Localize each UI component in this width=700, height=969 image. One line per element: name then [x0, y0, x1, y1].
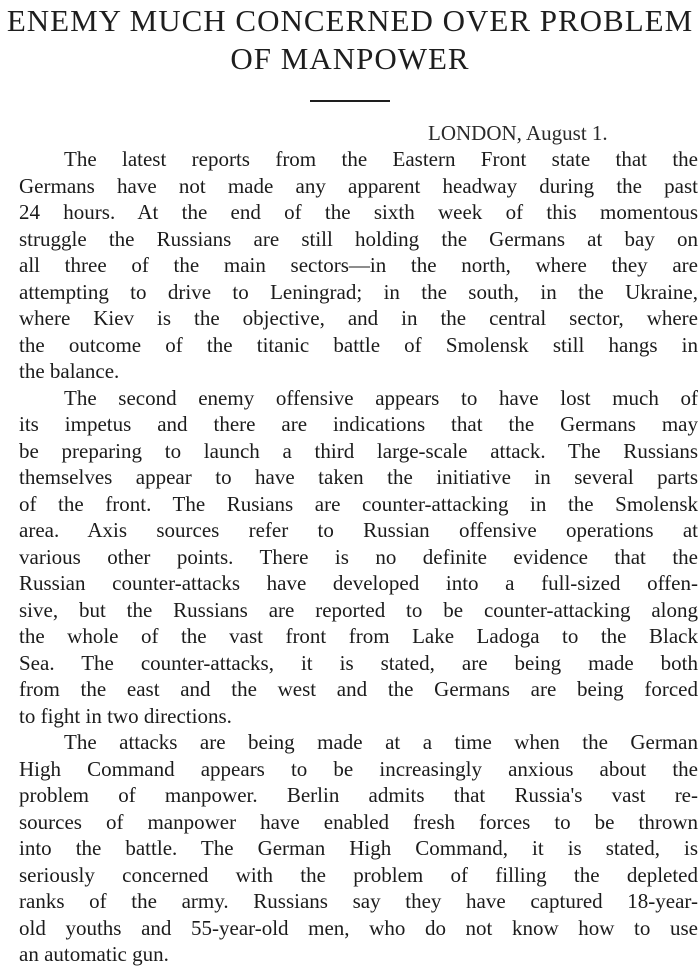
article-line: from the east and the west and the Germans are being forced: [19, 677, 698, 701]
article-line: seriously concerned with the problem of filling the depleted: [19, 862, 698, 887]
article-line: into the battle. The German High Command, it is stated, is: [19, 836, 698, 860]
article-line: The attacks are being made at a time when the German: [64, 730, 698, 754]
article-line: area. Axis sources refer to Russian offensive operations at: [19, 518, 698, 542]
article-line: to fight in two directions.: [19, 703, 232, 728]
headline-divider: [310, 100, 390, 102]
article-line: of the front. The Rusians are counter-attacking in the Smolensk: [19, 491, 698, 516]
article-line: the outcome of the titanic battle of Smolensk still hangs in: [19, 332, 698, 357]
headline-line-1: ENEMY MUCH CONCERNED OVER PROBLEM: [6, 3, 694, 38]
article-line: Germans have not made any apparent headway during the past: [19, 173, 698, 198]
article-body: [0, 146, 700, 968]
article-line: ranks of the army. Russians say they have captured 18-year-: [19, 889, 698, 913]
article-line: themselves appear to have taken the initiative in several parts: [19, 465, 698, 489]
paragraph-3: [19, 729, 698, 968]
headline-line-2: OF MANPOWER: [230, 41, 470, 76]
article-line: the whole of the vast front from Lake Ladoga to the Black: [19, 624, 698, 648]
article-line: the balance.: [19, 359, 120, 383]
article-line: Sea. The counter-attacks, it is stated, are being made both: [19, 650, 698, 675]
article-line: High Command appears to be increasingly anxious about the: [19, 756, 698, 781]
article-line: Russian counter-attacks have developed into a full-sized offen-: [19, 571, 698, 595]
article-line: problem of manpower. Berlin admits that Russia's vast re-: [19, 783, 698, 807]
article-line: sources of manpower have enabled fresh forces to be thrown: [19, 809, 698, 834]
paragraph-2: [19, 385, 698, 730]
paragraph-1: [19, 146, 698, 385]
article-line: where Kiev is the objective, and in the central sector, where: [19, 306, 698, 330]
article-line: attempting to drive to Leningrad; in the south, in the Ukraine,: [19, 279, 698, 304]
article-line: The latest reports from the Eastern Front state that the: [64, 147, 698, 171]
dateline: LONDON, August 1.: [428, 121, 608, 145]
article-line: struggle the Russians are still holding the Germans at bay on: [19, 226, 698, 251]
article-line: be preparing to launch a third large-scale attack. The Russians: [19, 438, 698, 463]
article-line: all three of the main sectors—in the north, where they are: [19, 253, 698, 277]
article-line: sive, but the Russians are reported to be counter-attacking along: [19, 597, 698, 622]
article-line: its impetus and there are indications that the Germans may: [19, 412, 698, 436]
article-line: various other points. There is no definite evidence that the: [19, 544, 698, 569]
article-line: an automatic gun.: [19, 942, 169, 966]
article-line: old youths and 55-year-old men, who do not know how to use: [19, 915, 698, 940]
article-line: 24 hours. At the end of the sixth week of this momentous: [19, 200, 698, 224]
headline: [0, 0, 700, 78]
article-line: The second enemy offensive appears to have lost much of: [64, 385, 698, 410]
